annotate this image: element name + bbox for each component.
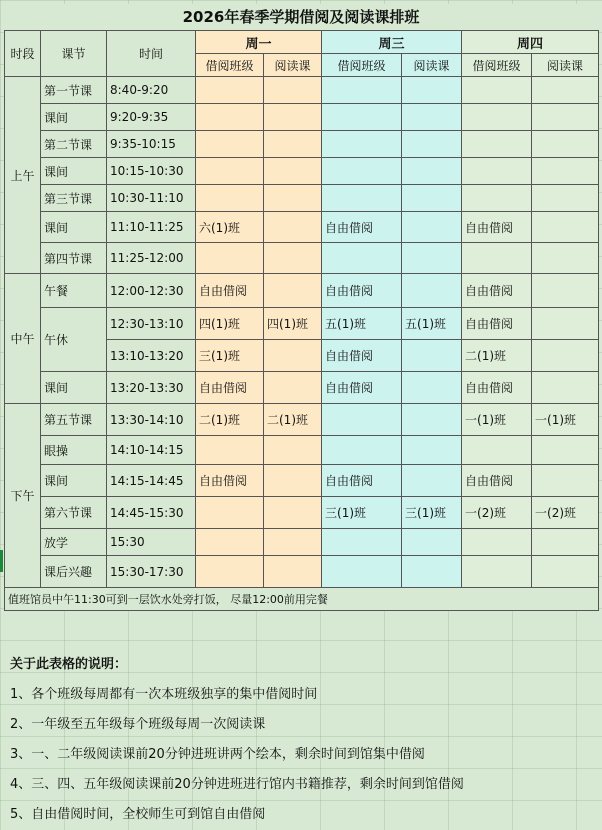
lesson-name: 午休: [41, 308, 107, 372]
notes-item: 1、各个班级每周都有一次本班级独享的集中借阅时间: [10, 687, 318, 702]
time-slot: 11:25-12:00: [107, 243, 196, 274]
header-day-wednesday: 周三: [322, 31, 462, 54]
lesson-name: 课间: [41, 465, 107, 497]
schedule-cell[interactable]: [462, 104, 532, 131]
schedule-cell[interactable]: 一(1)班: [462, 404, 532, 436]
schedule-cell[interactable]: 自由借阅: [462, 212, 532, 243]
schedule-row: [5, 497, 599, 529]
schedule-cell[interactable]: [402, 158, 462, 185]
schedule-cell[interactable]: [322, 131, 402, 158]
schedule-cell[interactable]: 自由借阅: [462, 308, 532, 340]
schedule-cell[interactable]: [196, 529, 264, 556]
schedule-row: [5, 372, 599, 404]
schedule-sheet: [4, 4, 598, 611]
schedule-cell[interactable]: [402, 436, 462, 465]
header-sub-borrow: 借阅班级: [462, 54, 532, 77]
notes-item: 2、一年级至五年级每个班级每周一次阅读课: [10, 717, 266, 732]
period-label: 下午: [5, 404, 41, 588]
schedule-cell[interactable]: [264, 104, 322, 131]
schedule-cell[interactable]: 五(1)班: [322, 308, 402, 340]
schedule-cell[interactable]: [532, 104, 599, 131]
schedule-cell[interactable]: 二(1)班: [264, 404, 322, 436]
schedule-cell[interactable]: [532, 556, 599, 588]
schedule-row: [5, 212, 599, 243]
time-slot: 9:20-9:35: [107, 104, 196, 131]
schedule-row: [5, 436, 599, 465]
schedule-cell[interactable]: [532, 77, 599, 104]
schedule-cell[interactable]: [322, 404, 402, 436]
schedule-cell[interactable]: 自由借阅: [322, 274, 402, 308]
schedule-cell[interactable]: [462, 436, 532, 465]
schedule-cell[interactable]: [532, 243, 599, 274]
time-slot: 9:35-10:15: [107, 131, 196, 158]
schedule-cell[interactable]: 自由借阅: [322, 340, 402, 372]
schedule-cell[interactable]: [196, 77, 264, 104]
schedule-cell[interactable]: [264, 436, 322, 465]
schedule-cell[interactable]: [532, 212, 599, 243]
lesson-name: 第六节课: [41, 497, 107, 529]
schedule-cell[interactable]: 自由借阅: [462, 372, 532, 404]
schedule-cell[interactable]: 自由借阅: [196, 274, 264, 308]
header-lesson: 课节: [41, 31, 107, 77]
time-slot: 13:10-13:20: [107, 340, 196, 372]
schedule-cell[interactable]: [322, 77, 402, 104]
schedule-cell[interactable]: [532, 436, 599, 465]
schedule-cell[interactable]: [532, 185, 599, 212]
schedule-cell[interactable]: [462, 77, 532, 104]
schedule-cell[interactable]: [264, 529, 322, 556]
schedule-cell[interactable]: [402, 243, 462, 274]
schedule-cell[interactable]: [322, 158, 402, 185]
schedule-cell[interactable]: [402, 185, 462, 212]
schedule-cell[interactable]: [402, 340, 462, 372]
schedule-cell[interactable]: [402, 77, 462, 104]
schedule-cell[interactable]: [462, 243, 532, 274]
schedule-cell[interactable]: [264, 372, 322, 404]
header-period: 时段: [5, 31, 41, 77]
schedule-cell[interactable]: 三(1)班: [196, 340, 264, 372]
schedule-cell[interactable]: [462, 529, 532, 556]
schedule-cell[interactable]: [196, 556, 264, 588]
time-slot: 13:20-13:30: [107, 372, 196, 404]
schedule-row: [5, 131, 599, 158]
schedule-cell[interactable]: [402, 556, 462, 588]
schedule-cell[interactable]: 一(1)班: [532, 404, 599, 436]
schedule-cell[interactable]: [264, 274, 322, 308]
schedule-row: [5, 243, 599, 274]
schedule-cell[interactable]: [322, 556, 402, 588]
schedule-cell[interactable]: 自由借阅: [196, 372, 264, 404]
schedule-cell[interactable]: [264, 185, 322, 212]
header-sub-borrow: 借阅班级: [322, 54, 402, 77]
schedule-cell[interactable]: 三(1)班: [402, 497, 462, 529]
schedule-cell[interactable]: [322, 529, 402, 556]
schedule-cell[interactable]: [196, 158, 264, 185]
schedule-row: [5, 308, 599, 340]
lesson-name: 课间: [41, 158, 107, 185]
schedule-cell[interactable]: [532, 308, 599, 340]
schedule-cell[interactable]: 五(1)班: [402, 308, 462, 340]
schedule-cell[interactable]: [462, 185, 532, 212]
schedule-cell[interactable]: [196, 243, 264, 274]
time-slot: 15:30-17:30: [107, 556, 196, 588]
schedule-cell[interactable]: 自由借阅: [462, 465, 532, 497]
schedule-cell[interactable]: [322, 185, 402, 212]
time-slot: 14:15-14:45: [107, 465, 196, 497]
lesson-name: 课间: [41, 104, 107, 131]
lesson-name: 课间: [41, 212, 107, 243]
time-slot: 10:15-10:30: [107, 158, 196, 185]
time-slot: 15:30: [107, 529, 196, 556]
schedule-cell[interactable]: [264, 465, 322, 497]
sheet-title: 2026年春季学期借阅及阅读课排班: [4, 4, 598, 30]
lesson-name: 第一节课: [41, 77, 107, 104]
schedule-cell[interactable]: [264, 131, 322, 158]
time-slot: 14:10-14:15: [107, 436, 196, 465]
header-time: 时间: [107, 31, 196, 77]
time-slot: 8:40-9:20: [107, 77, 196, 104]
schedule-row: [5, 465, 599, 497]
lesson-name: 第三节课: [41, 185, 107, 212]
notes-item: 4、三、四、五年级阅读课前20分钟进班进行馆内书籍推荐，剩余时间到馆借阅: [10, 777, 464, 792]
schedule-row: [5, 274, 599, 308]
schedule-cell[interactable]: [402, 404, 462, 436]
lesson-name: 第二节课: [41, 131, 107, 158]
schedule-cell[interactable]: 一(2)班: [532, 497, 599, 529]
time-slot: 11:10-11:25: [107, 212, 196, 243]
schedule-cell[interactable]: [322, 436, 402, 465]
notes-heading: 关于此表格的说明：: [10, 657, 128, 672]
header-sub-reading: 阅读课: [264, 54, 322, 77]
notes-item: 5、自由借阅时间，全校师生可到馆自由借阅: [10, 807, 266, 822]
schedule-row: [5, 404, 599, 436]
schedule-cell[interactable]: [264, 212, 322, 243]
time-slot: 12:30-13:10: [107, 308, 196, 340]
lesson-name: 第五节课: [41, 404, 107, 436]
schedule-cell[interactable]: [402, 529, 462, 556]
header-day-monday: 周一: [196, 31, 322, 54]
schedule-row: [5, 77, 599, 104]
schedule-cell[interactable]: [196, 436, 264, 465]
schedule-cell[interactable]: [402, 131, 462, 158]
schedule-cell[interactable]: [196, 185, 264, 212]
schedule-cell[interactable]: [196, 104, 264, 131]
schedule-cell[interactable]: 自由借阅: [322, 212, 402, 243]
header-sub-reading: 阅读课: [532, 54, 599, 77]
schedule-cell[interactable]: [532, 372, 599, 404]
schedule-cell[interactable]: 自由借阅: [196, 465, 264, 497]
schedule-cell[interactable]: [196, 131, 264, 158]
schedule-cell[interactable]: 自由借阅: [462, 274, 532, 308]
schedule-cell[interactable]: [264, 243, 322, 274]
period-label: 上午: [5, 77, 41, 274]
schedule-cell[interactable]: [462, 556, 532, 588]
time-slot: 13:30-14:10: [107, 404, 196, 436]
notes-item: 3、一、二年级阅读课前20分钟进班讲两个绘本，剩余时间到馆集中借阅: [10, 747, 425, 762]
schedule-cell[interactable]: [402, 212, 462, 243]
lesson-name: 眼操: [41, 436, 107, 465]
notes-section: [10, 650, 590, 830]
schedule-cell[interactable]: [532, 465, 599, 497]
header-sub-borrow: 借阅班级: [196, 54, 264, 77]
header-day-thursday: 周四: [462, 31, 599, 54]
schedule-cell[interactable]: [264, 77, 322, 104]
schedule-cell[interactable]: 四(1)班: [264, 308, 322, 340]
schedule-cell[interactable]: [532, 529, 599, 556]
schedule-cell[interactable]: 二(1)班: [462, 340, 532, 372]
schedule-cell[interactable]: [402, 372, 462, 404]
schedule-cell[interactable]: [532, 274, 599, 308]
schedule-cell[interactable]: 三(1)班: [322, 497, 402, 529]
schedule-cell[interactable]: [196, 497, 264, 529]
time-slot: 14:45-15:30: [107, 497, 196, 529]
schedule-cell[interactable]: 自由借阅: [322, 465, 402, 497]
schedule-cell[interactable]: [264, 497, 322, 529]
schedule-cell[interactable]: [264, 556, 322, 588]
time-slot: 10:30-11:10: [107, 185, 196, 212]
period-label: 中午: [5, 274, 41, 404]
schedule-cell[interactable]: [264, 340, 322, 372]
footnote-duty: 值班馆员中午11:30可到一层饮水处旁打饭， 尽量12:00前用完餐: [5, 588, 599, 611]
schedule-cell[interactable]: [462, 131, 532, 158]
schedule-cell[interactable]: [264, 158, 322, 185]
schedule-row: [5, 158, 599, 185]
cell-marker: [0, 550, 3, 572]
schedule-cell[interactable]: [322, 243, 402, 274]
lesson-name: 放学: [41, 529, 107, 556]
time-slot: 12:00-12:30: [107, 274, 196, 308]
schedule-cell[interactable]: [402, 104, 462, 131]
schedule-cell[interactable]: 四(1)班: [196, 308, 264, 340]
schedule-row: [5, 529, 599, 556]
lesson-name: 课后兴趣: [41, 556, 107, 588]
schedule-cell[interactable]: [402, 274, 462, 308]
schedule-cell[interactable]: 二(1)班: [196, 404, 264, 436]
lesson-name: 第四节课: [41, 243, 107, 274]
schedule-cell[interactable]: [402, 465, 462, 497]
schedule-cell[interactable]: 六(1)班: [196, 212, 264, 243]
schedule-cell[interactable]: [532, 340, 599, 372]
schedule-cell[interactable]: 自由借阅: [322, 372, 402, 404]
lesson-name: 午餐: [41, 274, 107, 308]
schedule-table: [4, 30, 599, 611]
header-sub-reading: 阅读课: [402, 54, 462, 77]
schedule-row: [5, 104, 599, 131]
schedule-row: [5, 556, 599, 588]
schedule-cell[interactable]: [532, 158, 599, 185]
schedule-cell[interactable]: 一(2)班: [462, 497, 532, 529]
schedule-cell[interactable]: [532, 131, 599, 158]
schedule-row: [5, 185, 599, 212]
schedule-cell[interactable]: [462, 158, 532, 185]
lesson-name: 课间: [41, 372, 107, 404]
schedule-cell[interactable]: [322, 104, 402, 131]
